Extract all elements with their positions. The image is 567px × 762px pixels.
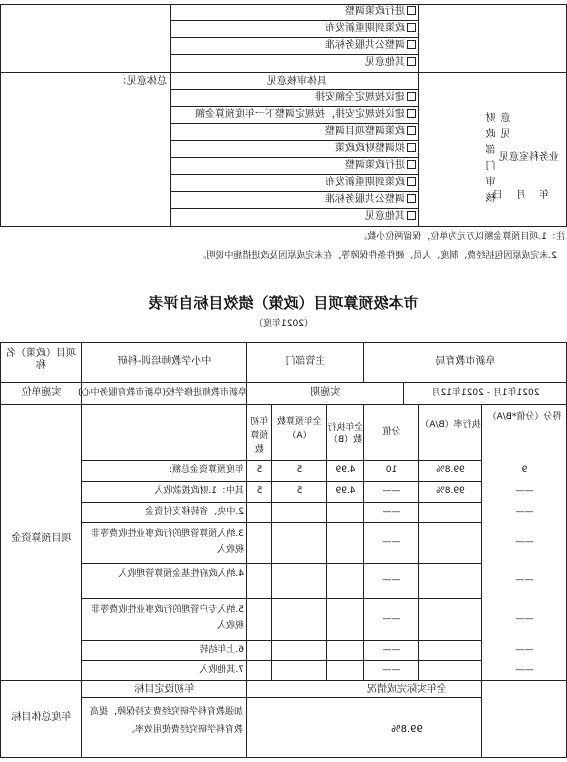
goal-initial-text: 加强教育科学研究经费支持保障，提高教育科学研究经费使用效率。 bbox=[89, 707, 243, 735]
option-lower-1[interactable]: 建议按规定全额安排 bbox=[315, 92, 416, 104]
option-upper-1[interactable]: 进行政策调整 bbox=[345, 6, 416, 18]
project-name-label: 项目（政策）名称 bbox=[6, 348, 76, 371]
col-header-initial: 年初预算数 bbox=[250, 417, 269, 455]
date-placeholder: 年 月 日 bbox=[492, 190, 549, 201]
project-name: 中小学教师培训-科研 bbox=[117, 356, 212, 367]
impl-period-value: 2021年1月 - 2021年12月 bbox=[431, 388, 540, 398]
option-lower-6[interactable]: 政策到期重新发布 bbox=[325, 177, 416, 189]
impl-period-label: 实施期 bbox=[310, 387, 341, 398]
dept-label: 主管部门 bbox=[285, 356, 326, 367]
option-lower-4[interactable]: 拟调整财政政策 bbox=[335, 143, 416, 155]
fund-section-label: 项目预算资金 bbox=[11, 533, 72, 544]
impl-unit-label: 实施单位 bbox=[21, 387, 62, 398]
col-header-executed: 全年执行数（B） bbox=[327, 423, 364, 445]
note-1: 注：1.项目预算金额以万元为单位，保留两位小数。 bbox=[358, 232, 565, 242]
option-lower-2[interactable]: 建议按规定安排，按规定调整下一年度预算金额 bbox=[195, 109, 416, 121]
col-header-points: 得分（分值*B/A） bbox=[487, 412, 562, 422]
form-subtitle: （2021年度） bbox=[254, 319, 313, 329]
option-upper-3[interactable]: 调整公共服务标准 bbox=[325, 40, 416, 52]
option-lower-7[interactable]: 调整公共服务标准 bbox=[325, 194, 416, 206]
mirrored-scanned-page: 进行政策调整 政策到期重新发布 调整公共服务标准 其他意见 业务科室意见 年 月 日 总体意见： 具体审核意见 建议按规定全额安排 建议按规定安排，按规定调整下一年度预算金额 政策调整项目调整 拟调整财政政策 进行政策调整 政策到期重新发布 调整公共服务标准 其他意见 财政部门审核意见 注：1.项目预算金额以万元为单位，保留两位小数。 2.未完成原因包括经费、制度、人员、硬件条件保障等，在未完成原因及改进措施中说明。 市本级预算项目（政策）绩效目标自评表 （2021年度） 项目（政策）名称 中小学教师培训-科研 主管部门 阜新市教育局 实施单位 阜新市教师进修学校(阜新市教育服务中心) 实施期 2021年1月 - 2021年12月 年初预算数 全年预算数（A） 全年执行数（B） 分值 执行率（B/A） 得分（分值*B/A） 项目预算资金 年度预算资金总额: 5 5 4.99 10 99.8% 9 其中：1.财政拨款收入 5 5 4.99 —— 99.8% —— 2.中央、省转移支付资金 —— —— 3.纳入预算管理的行政事业性收费等非税收入 —— —— 4.纳入政府性基金预算管理收入 —— —— 5.纳入专户管理的行政事业性收费等非税收入 —— —— 6.上年结转 —— —— 7.其他收入 —— —— 年度总体目标 年初设定目标 全年实际完成情况 加强教育科学研究经费支持保障，提高教育科学研究经费使用效率。 99.8% bbox=[0, 0, 567, 762]
impl-unit-value: 阜新市教师进修学校(阜新市教育服务中心) bbox=[77, 388, 247, 398]
specific-opinion-label: 具体审核意见 bbox=[267, 76, 327, 87]
goal-initial-header: 年初设定目标 bbox=[134, 684, 195, 695]
col-header-rate: 执行率（B/A） bbox=[420, 420, 481, 430]
goal-actual-header: 全年实际完成情况 bbox=[367, 684, 447, 695]
note-2: 2.未完成原因包括经费、制度、人员、硬件条件保障等，在未完成原因及改进措施中说明。 bbox=[197, 251, 557, 261]
option-lower-5[interactable]: 进行政策调整 bbox=[345, 160, 416, 172]
overall-opinion-label: 总体意见： bbox=[117, 76, 167, 87]
option-lower-3[interactable]: 政策调整项目调整 bbox=[325, 126, 416, 138]
col-header-score: 分值 bbox=[382, 427, 401, 437]
option-upper-4[interactable]: 其他意见 bbox=[365, 57, 416, 69]
col-header-annual: 全年预算数（A） bbox=[277, 417, 323, 441]
goal-actual-text: 99.8% bbox=[391, 724, 423, 735]
finance-dept-opinion-label: 财政部门审核意见 bbox=[487, 112, 513, 208]
option-upper-2[interactable]: 政策到期重新发布 bbox=[325, 23, 416, 35]
option-lower-8[interactable]: 其他意见 bbox=[365, 211, 416, 223]
form-title: 市本级预算项目（政策）绩效目标自评表 bbox=[148, 294, 419, 312]
dept-value: 阜新市教育局 bbox=[435, 356, 496, 367]
business-office-opinion-label: 业务科室意见 bbox=[499, 152, 559, 163]
goal-section-label: 年度总体目标 bbox=[11, 712, 72, 723]
